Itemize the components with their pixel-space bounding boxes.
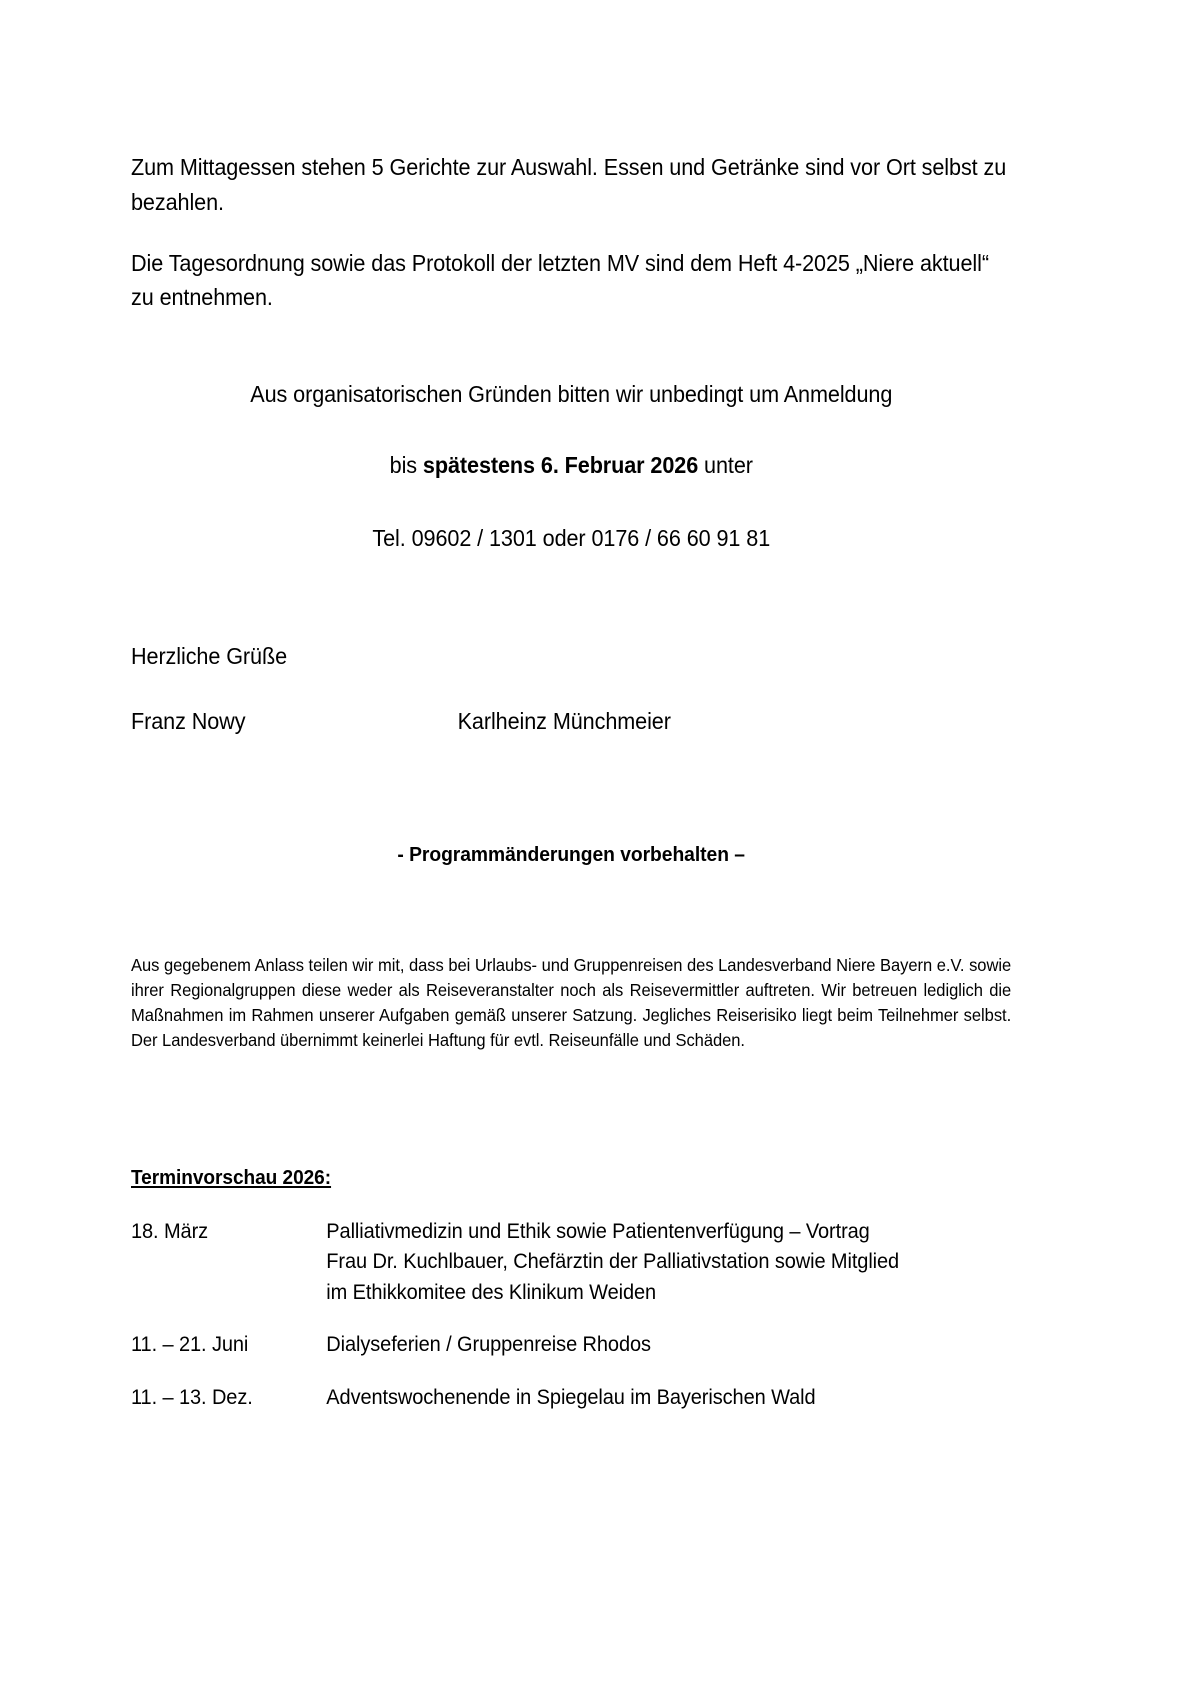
intro-paragraph: Zum Mittagessen stehen 5 Gerichte zur Auswahl. Essen und Getränke sind vor Ort selbst zu bezahlen.	[131, 154, 1007, 215]
signatory-first: Franz Nowy	[131, 708, 246, 735]
travel-liability-disclaimer: Aus gegebenem Anlass teilen wir mit, dass bei Urlaubs- und Gruppenreisen des Landesverband Niere Bayern e.V. sowie ihrer Regionalgruppen diese weder als Reiseveranstalter noch als Reisevermittler auftreten. Wir betreuen lediglich die Maßnahmen im Rahmen unserer Aufgaben gemäß unserer Satzung. Jegliches Reiserisiko liegt beim Teilnehmer selbst. Der Landesverband übernimmt keinerlei Haftung für evtl. Reiseunfälle und Schäden.	[131, 955, 1012, 1051]
schedule-entry-date: 11. – 21. Juni	[131, 1332, 249, 1357]
schedule-entry-line: Frau Dr. Kuchlbauer, Chefärztin der Palliativstation sowie Mitglied	[326, 1249, 900, 1274]
schedule-entry-line: Dialyseferien / Gruppenreise Rhodos	[326, 1332, 651, 1357]
schedule-entry-description	[326, 1382, 1010, 1413]
schedule-entry-description	[326, 1329, 1010, 1360]
schedule-entry-date: 11. – 13. Dez.	[131, 1384, 253, 1409]
closing-greeting: Herzliche Grüße	[131, 643, 288, 670]
schedule-entry-line: Adventswochenende in Spiegelau im Bayerischen Wald	[326, 1384, 816, 1409]
contact-phone-line: Tel. 09602 / 1301 oder 0176 / 66 60 91 81	[372, 524, 770, 551]
program-change-notice: - Programmänderungen vorbehalten –	[397, 843, 745, 867]
signature-block	[131, 708, 1011, 735]
schedule-heading: Terminvorschau 2026:	[131, 1165, 332, 1189]
registration-request-text: Aus organisatorischen Gründen bitten wir unbedingt um Anmeldung	[249, 381, 893, 408]
schedule-heading-wrap	[131, 1071, 1011, 1190]
schedule-list	[131, 1216, 1011, 1413]
deadline-date: spätestens 6. Februar 2026	[422, 451, 698, 478]
registration-deadline-line	[131, 448, 1011, 483]
schedule-entry-line: im Ethikkomitee des Klinikum Weiden	[326, 1279, 657, 1304]
deadline-suffix: unter	[697, 451, 753, 478]
schedule-entry-description	[326, 1216, 1010, 1308]
schedule-entry-date: 18. März	[131, 1218, 209, 1243]
deadline-prefix: bis	[389, 451, 423, 478]
schedule-entry	[131, 1382, 1011, 1413]
agenda-paragraph: Die Tagesordnung sowie das Protokoll der letzten MV sind dem Heft 4-2025 „Niere aktuell“ zu entnehmen.	[131, 249, 989, 311]
schedule-entry	[131, 1329, 1011, 1360]
schedule-entry	[131, 1216, 1011, 1308]
schedule-entry-line: Palliativmedizin und Ethik sowie Patientenverfügung – Vortrag	[326, 1218, 870, 1243]
document-content	[131, 0, 1011, 1412]
signatory-second: Karlheinz Münchmeier	[457, 708, 671, 735]
